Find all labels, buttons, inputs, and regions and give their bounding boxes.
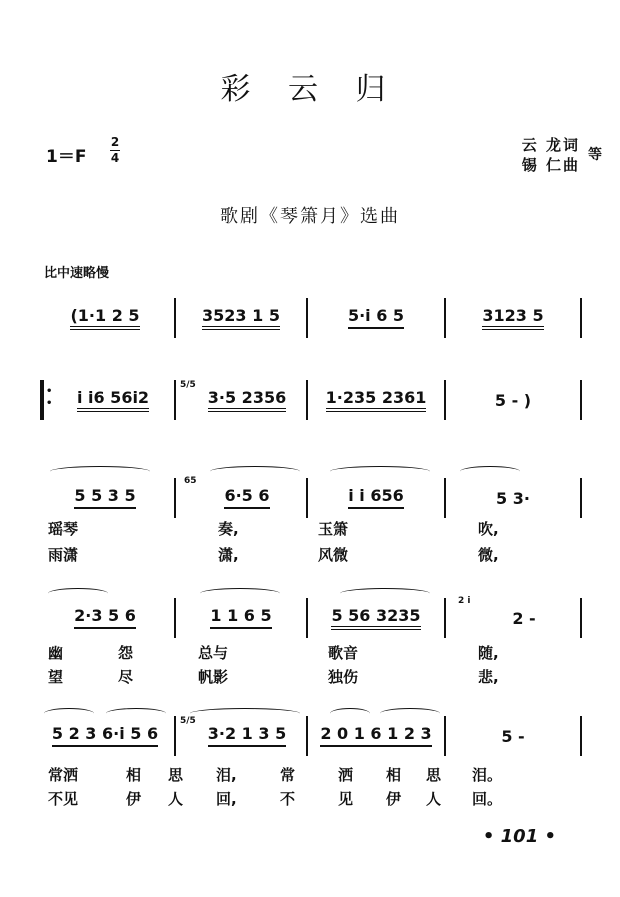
credit-lyricist [522,134,580,155]
lyric-word: 见 [338,790,354,808]
lyric-word: 不见 [48,790,79,808]
lyric-word: 伊 [126,790,142,808]
slur [460,466,520,477]
note-group: 5 5 3 5 [74,487,135,509]
lyric-word: 人 [168,790,184,808]
time-signature-bottom: 4 [110,151,120,165]
lyric-word: 潇, [218,546,239,564]
barline [444,716,446,756]
repeat-dots: • • [46,386,53,409]
grace-note: 5/5 [180,716,196,726]
lyric-word: 瑶琴 [48,520,79,538]
barline [306,716,308,756]
note-group: 5 - ) [494,390,532,410]
measure [310,478,442,518]
barline [174,716,176,756]
note-group: i i 656 [348,487,404,509]
note-group: 2 0 1 6 1 2 3 [320,725,431,747]
barline [306,478,308,518]
lyric-word: 相 [386,766,402,784]
lyric-word: 思 [168,766,184,784]
lyric-word: 望 [48,668,64,686]
lyricist-name: 云 龙 [521,136,563,154]
measure [310,298,442,338]
note-group: i i6 56i2 [77,389,149,412]
lyric-word: 常 [280,766,296,784]
time-signature-top: 2 [110,135,120,149]
barline [174,478,176,518]
measure [448,716,578,756]
note-group: 1·235 2361 [326,389,427,412]
lyric-word: 帆影 [198,668,229,686]
measure [448,298,578,338]
lyric-word: 玉箫 [318,520,349,538]
note-group: 5 2 3 6·i 5 6 [52,725,158,747]
note-group: 3123 5 [482,307,543,330]
measure [310,380,442,420]
key-signature: 1＝F [46,147,87,167]
music-system-3 [40,478,588,518]
note-group: 2·3 5 6 [74,607,136,629]
lyric-word: 思 [426,766,442,784]
grace-note: 65 [184,476,197,486]
lyric-word: 尽 [118,668,134,686]
barline [174,598,176,638]
lyric-word: 独伤 [328,668,359,686]
measure [40,298,170,338]
note-group: 3·2 1 3 5 [208,725,286,747]
grace-note: 2 i [458,596,471,606]
measure [40,478,170,518]
time-signature [110,136,120,165]
measure [190,478,304,518]
note-group: 6·5 6 [224,487,269,509]
measure [54,380,172,420]
lyric-word: 伊 [386,790,402,808]
measure [40,598,170,638]
barline [444,478,446,518]
music-system-1 [40,298,588,338]
slur [50,466,150,477]
lyric-word: 人 [426,790,442,808]
lyric-word: 雨潇 [48,546,79,564]
note-group: 5 3· [496,488,530,508]
song-title: 彩 云 归 [220,72,400,107]
credit-together: 等 [588,147,604,163]
barline [306,380,308,420]
slur [210,466,300,477]
lyric-word: 怨 [118,644,134,662]
music-system-4 [40,598,588,638]
barline [580,380,582,420]
lyric-word: 幽 [48,644,64,662]
lyric-word: 洒 [338,766,354,784]
subtitle: 歌剧《琴箫月》选曲 [220,206,400,227]
measure [310,716,442,756]
measure [178,598,304,638]
measure [448,380,578,420]
music-system-5 [40,716,588,756]
measure [190,380,304,420]
lyric-word: 奏, [218,520,239,538]
note-group: 3·5 2356 [208,389,286,412]
lyric-word: 微, [478,546,499,564]
note-group: 5 56 3235 [331,607,420,630]
barline [306,598,308,638]
lyric-word: 泪。 [472,766,503,784]
note-group: (1·1 2 5 [70,307,139,330]
barline [580,598,582,638]
lyric-word: 泪, [216,766,237,784]
note-group: 5 - [501,726,525,746]
barline [174,380,176,420]
lyric-word: 总与 [198,644,229,662]
lyric-word: 悲, [478,668,499,686]
measure [470,598,578,638]
repeat-start-barline [40,380,44,420]
tempo-marking: 比中速略慢 [44,266,110,281]
measure [448,478,578,518]
lyric-word: 回, [216,790,237,808]
barline [444,380,446,420]
lyric-word: 随, [478,644,499,662]
barline [444,598,446,638]
lyric-word: 不 [280,790,296,808]
measure [40,716,170,756]
note-group: 1 1 6 5 [210,607,271,629]
grace-note: 5/5 [180,380,196,390]
lyric-word: 回。 [472,790,503,808]
barline [444,298,446,338]
measure [190,716,304,756]
note-group: 3523 1 5 [202,307,280,330]
composer-name: 锡 仁 [521,156,563,174]
lyric-word: 相 [126,766,142,784]
measure [178,298,304,338]
lyric-word: 常洒 [48,766,79,784]
credit-composer [522,154,580,175]
lyric-word: 歌音 [328,644,359,662]
music-system-2 [40,380,588,420]
lyricist-suffix: 词 [562,136,580,154]
lyric-word: 风微 [318,546,349,564]
page-number: • 101 • [482,826,556,847]
note-group: 5·i 6 5 [348,307,404,329]
barline [580,298,582,338]
measure [310,598,442,638]
barline [580,716,582,756]
barline [580,478,582,518]
barline [174,298,176,338]
composer-suffix: 曲 [562,156,580,174]
lyric-word: 吹, [478,520,499,538]
note-group: 2 - [512,608,536,628]
slur [330,466,430,477]
barline [306,298,308,338]
